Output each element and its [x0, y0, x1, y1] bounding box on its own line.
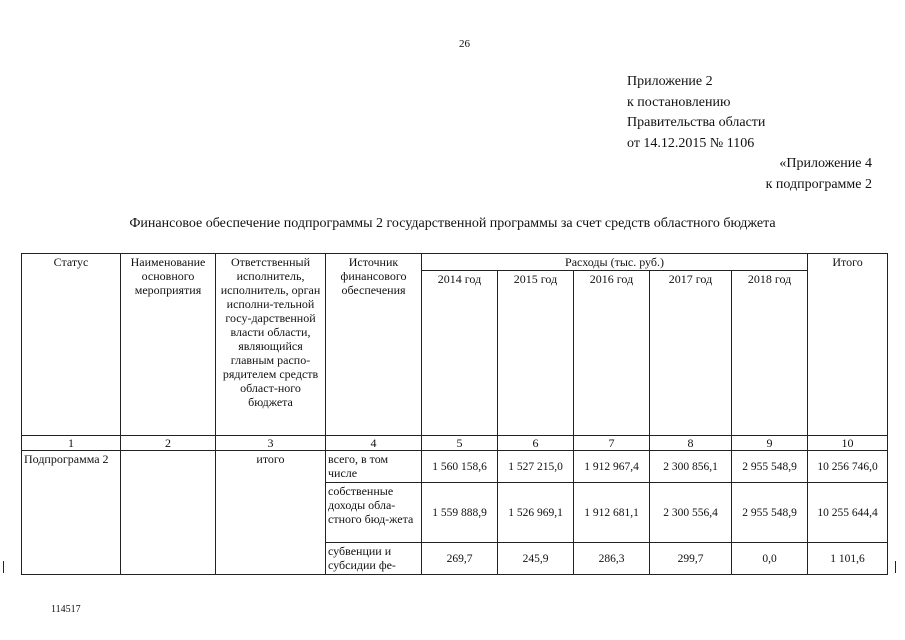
- value-cell: 286,3: [574, 543, 650, 575]
- appendix-line: Приложение 2: [627, 74, 713, 89]
- header-year: 2015 год: [498, 271, 574, 436]
- value-cell: 2 955 548,9: [732, 483, 808, 543]
- header-year: 2018 год: [732, 271, 808, 436]
- header-year: 2016 год: [574, 271, 650, 436]
- header-measure: Наименование основного мероприятия: [121, 254, 216, 436]
- column-number: 7: [574, 436, 650, 451]
- column-number: 3: [216, 436, 326, 451]
- document-title: Финансовое обеспечение подпрограммы 2 государственной программы за счет средств областного бюджета: [129, 216, 776, 231]
- appendix-line: Правительства области: [627, 115, 766, 130]
- value-cell: 245,9: [498, 543, 574, 575]
- value-cell: 1 526 969,1: [498, 483, 574, 543]
- appendix-line: к подпрограмме 2: [765, 176, 872, 192]
- column-number: 10: [808, 436, 888, 451]
- header-total: Итого: [808, 254, 888, 436]
- value-cell: 1 527 215,0: [498, 451, 574, 483]
- appendix-line: «Приложение 4: [779, 156, 872, 171]
- source-cell: собственные доходы обла-стного бюд-жета: [326, 483, 422, 543]
- column-number: 9: [732, 436, 808, 451]
- value-cell: 1 560 158,6: [422, 451, 498, 483]
- header-year: 2017 год: [650, 271, 732, 436]
- column-number: 1: [22, 436, 121, 451]
- table-row: [22, 451, 888, 483]
- column-number: 6: [498, 436, 574, 451]
- header-year: 2014 год: [422, 271, 498, 436]
- scan-edge-mark: [895, 561, 896, 573]
- page-number: 26: [459, 38, 470, 50]
- total-cell: 1 101,6: [808, 543, 888, 575]
- measure-cell: [121, 451, 216, 575]
- column-number: 4: [326, 436, 422, 451]
- scan-edge-mark: [3, 561, 4, 573]
- value-cell: 0,0: [732, 543, 808, 575]
- column-number: 8: [650, 436, 732, 451]
- header-source: Источник финансового обеспечения: [326, 254, 422, 436]
- value-cell: 2 300 856,1: [650, 451, 732, 483]
- footer-code: 114517: [51, 604, 81, 615]
- appendix-line: от 14.12.2015 № 1106: [627, 135, 755, 151]
- financing-table: [21, 253, 888, 575]
- value-cell: 1 912 967,4: [574, 451, 650, 483]
- value-cell: 2 300 556,4: [650, 483, 732, 543]
- column-number: 2: [121, 436, 216, 451]
- total-cell: 10 256 746,0: [808, 451, 888, 483]
- status-cell: Подпрограмма 2: [22, 451, 121, 575]
- source-cell: субвенции и субсидии фе-: [326, 543, 422, 575]
- value-cell: 2 955 548,9: [732, 451, 808, 483]
- source-cell: всего, в том числе: [326, 451, 422, 483]
- header-status: Статус: [22, 254, 121, 436]
- value-cell: 1 912 681,1: [574, 483, 650, 543]
- column-number-row: [22, 436, 888, 451]
- appendix-subheader: [766, 154, 872, 195]
- header-expenses: Расходы (тыс. руб.): [422, 254, 808, 271]
- value-cell: 299,7: [650, 543, 732, 575]
- column-number: 5: [422, 436, 498, 451]
- appendix-header: [627, 72, 765, 154]
- appendix-line: к постановлению: [627, 94, 731, 110]
- executor-cell: итого: [216, 451, 326, 575]
- value-cell: 1 559 888,9: [422, 483, 498, 543]
- value-cell: 269,7: [422, 543, 498, 575]
- header-executor: Ответственный исполнитель, исполнитель, орган исполни-тельной госу-дарственной власти области, являющийся главным распо-рядителем средств област-ного бюджета: [216, 254, 326, 436]
- total-cell: 10 255 644,4: [808, 483, 888, 543]
